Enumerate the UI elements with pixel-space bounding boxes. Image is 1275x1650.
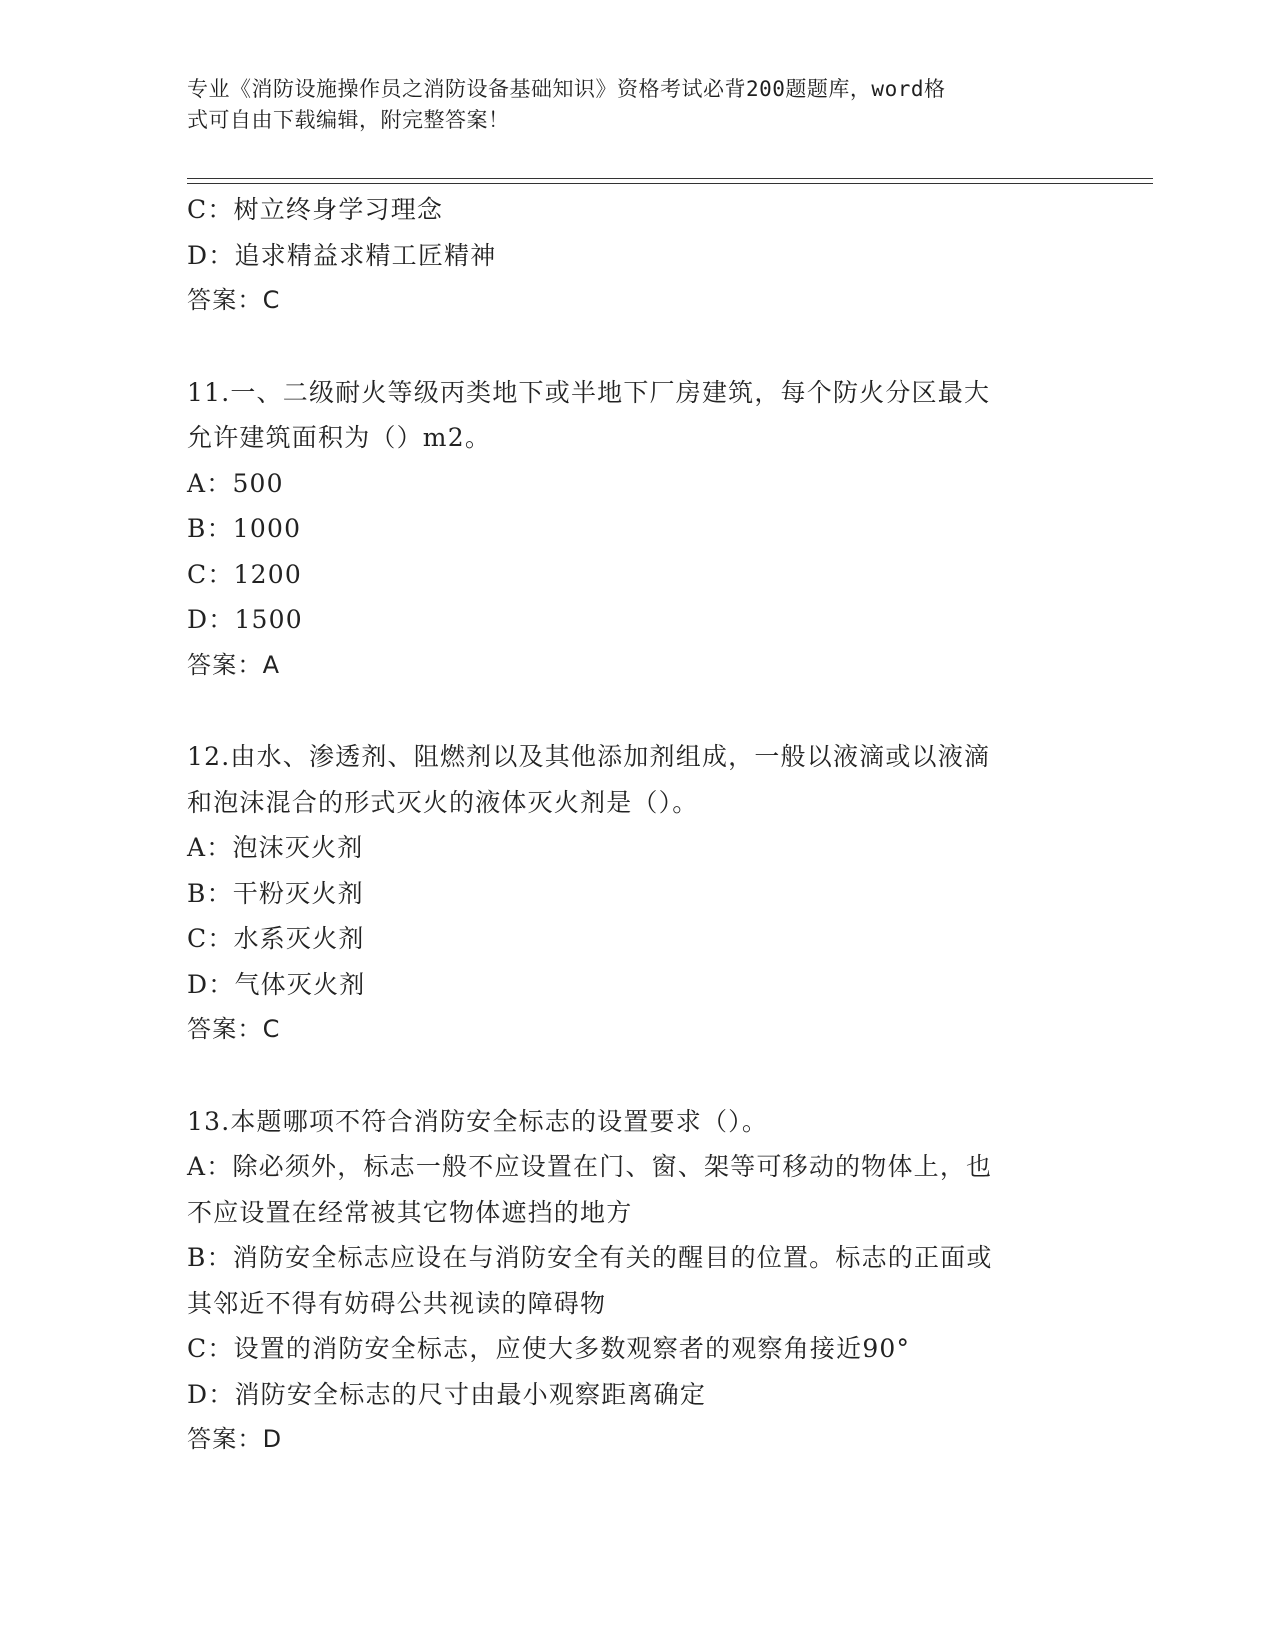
option-d: D：追求精益求精工匠精神: [187, 240, 497, 270]
question-13: [187, 1099, 1087, 1463]
question-content: [187, 187, 1087, 1463]
option-d: D：1500: [187, 605, 303, 634]
document-header: [187, 74, 1077, 136]
option-a-cont: 不应设置在经常被其它物体遮挡的地方: [187, 1197, 633, 1227]
option-d: D：气体灭火剂: [187, 969, 366, 999]
question-stem-cont: 和泡沫混合的形式灭火的液体灭火剂是（）。: [187, 787, 699, 817]
option-a: A：泡沫灭火剂: [187, 833, 364, 862]
option-b: B：消防安全标志应设在与消防安全有关的醒目的位置。标志的正面或: [187, 1243, 993, 1272]
option-c: C：设置的消防安全标志，应使大多数观察者的观察角接近90°: [187, 1334, 911, 1363]
option-a: A：除必须外，标志一般不应设置在门、窗、架等可移动的物体上，也: [187, 1152, 993, 1181]
option-c: C：树立终身学习理念: [187, 195, 444, 224]
option-b: B：干粉灭火剂: [187, 878, 364, 908]
option-a: A：500: [187, 468, 284, 498]
spacer: [187, 324, 1087, 370]
option-b: B：1000: [187, 514, 302, 543]
answer: 答案：A: [187, 650, 281, 679]
question-stem: 13.本题哪项不符合消防安全标志的设置要求（）。: [187, 1106, 769, 1136]
question-10-continued: [187, 187, 1087, 324]
answer: 答案：D: [187, 1425, 283, 1453]
option-b-cont: 其邻近不得有妨碍公共视读的障碍物: [187, 1288, 607, 1318]
header-divider-bottom: [187, 183, 1153, 184]
header-line-2: 式可自由下载编辑，附完整答案！: [187, 108, 510, 132]
option-c: C：水系灭火剂: [187, 924, 365, 953]
spacer: [187, 688, 1087, 734]
option-d: D：消防安全标志的尺寸由最小观察距离确定: [187, 1379, 707, 1409]
option-c: C：1200: [187, 559, 302, 589]
question-stem: 11.一、二级耐火等级丙类地下或半地下厂房建筑，每个防火分区最大: [187, 377, 991, 407]
question-stem-cont: 允许建筑面积为（）m2。: [187, 423, 492, 452]
question-stem: 12.由水、渗透剂、阻燃剂以及其他添加剂组成，一般以液滴或以液滴: [187, 742, 991, 771]
question-12: [187, 734, 1087, 1053]
spacer: [187, 1053, 1087, 1099]
answer: 答案：C: [187, 286, 281, 314]
header-line-1: 专业《消防设施操作员之消防设备基础知识》资格考试必背200题题库，word格: [187, 77, 946, 101]
answer: 答案：C: [187, 1015, 281, 1043]
header-divider-top: [187, 178, 1153, 179]
question-11: [187, 370, 1087, 689]
